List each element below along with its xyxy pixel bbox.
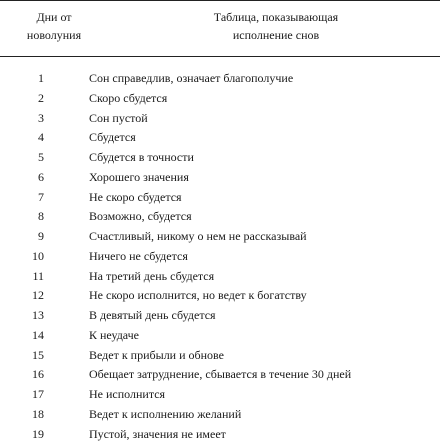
table-row — [0, 306, 440, 326]
meaning-column-header — [112, 8, 440, 44]
table-row — [0, 405, 440, 425]
table-row — [0, 385, 440, 405]
dream-meaning: Возможно, сбудется — [89, 209, 192, 224]
table-row — [0, 346, 440, 366]
day-number: 19 — [32, 426, 44, 441]
day-number: 4 — [38, 130, 44, 145]
table-row — [0, 207, 440, 227]
day-number: 3 — [38, 110, 44, 125]
table-row — [0, 168, 440, 188]
table-row — [0, 326, 440, 346]
dream-meaning: Не исполнится — [89, 387, 166, 401]
days-header-line-2: новолуния — [26, 28, 82, 42]
day-number: 9 — [38, 229, 44, 243]
table-row — [0, 425, 440, 445]
table-row — [0, 227, 440, 247]
dream-meaning: Хорошего значения — [89, 169, 189, 184]
dream-meaning: Пустой, значения не имеет — [89, 426, 226, 441]
table-row — [0, 128, 440, 148]
days-header-line-1: Дни от — [36, 10, 72, 24]
meaning-header-line-2: исполнение снов — [232, 28, 320, 42]
table-row — [0, 89, 440, 109]
day-number: 5 — [38, 150, 44, 164]
dream-meaning: Не скоро исполнится, но ведет к богатству — [89, 288, 307, 303]
table-row — [0, 188, 440, 208]
dream-meaning: Сон пустой — [89, 110, 148, 125]
table-row — [0, 286, 440, 306]
day-number: 12 — [32, 288, 44, 303]
day-number: 15 — [32, 347, 44, 362]
table-top-rule — [0, 0, 440, 1]
dream-meaning: Обещает затруднение, сбывается в течение 30 дней — [89, 367, 352, 382]
dream-meaning: Скоро сбудется — [89, 90, 168, 105]
day-number: 14 — [32, 327, 44, 342]
dream-meaning: Не скоро сбудется — [89, 189, 182, 204]
day-number: 13 — [32, 308, 44, 322]
day-number: 10 — [32, 248, 44, 263]
table-row — [0, 109, 440, 129]
day-number: 1 — [38, 71, 44, 85]
dream-meaning: Сон справедлив, означает благополучие — [89, 71, 294, 85]
day-number: 7 — [38, 189, 44, 204]
table-row — [0, 148, 440, 168]
day-number: 17 — [32, 387, 44, 401]
day-number: 16 — [32, 367, 44, 382]
day-number: 6 — [38, 169, 44, 184]
dream-meaning: Ведет к исполнению желаний — [89, 406, 242, 421]
dream-meaning: Сбудется в точности — [89, 150, 194, 164]
dream-meaning: Счастливый, никому о нем не рассказывай — [89, 229, 307, 243]
day-number: 11 — [32, 268, 44, 283]
table-body — [0, 69, 440, 444]
dream-meaning: К неудаче — [89, 327, 140, 342]
day-number: 8 — [38, 209, 44, 224]
header-divider-rule — [0, 56, 440, 57]
dream-meaning: Сбудется — [89, 130, 136, 145]
table-row — [0, 365, 440, 385]
day-number: 18 — [32, 406, 44, 421]
dream-meaning: Ведет к прибыли и обнове — [89, 347, 224, 362]
meaning-header-line-1: Таблица, показывающая — [213, 10, 339, 24]
table-row — [0, 267, 440, 287]
days-column-header — [0, 8, 108, 44]
dream-meaning: В девятый день сбудется — [89, 308, 216, 322]
day-number: 2 — [38, 90, 44, 105]
dream-meaning: Ничего не сбудется — [89, 248, 188, 263]
table-row — [0, 69, 440, 89]
dream-meaning: На третий день сбудется — [89, 268, 215, 283]
table-row — [0, 247, 440, 267]
